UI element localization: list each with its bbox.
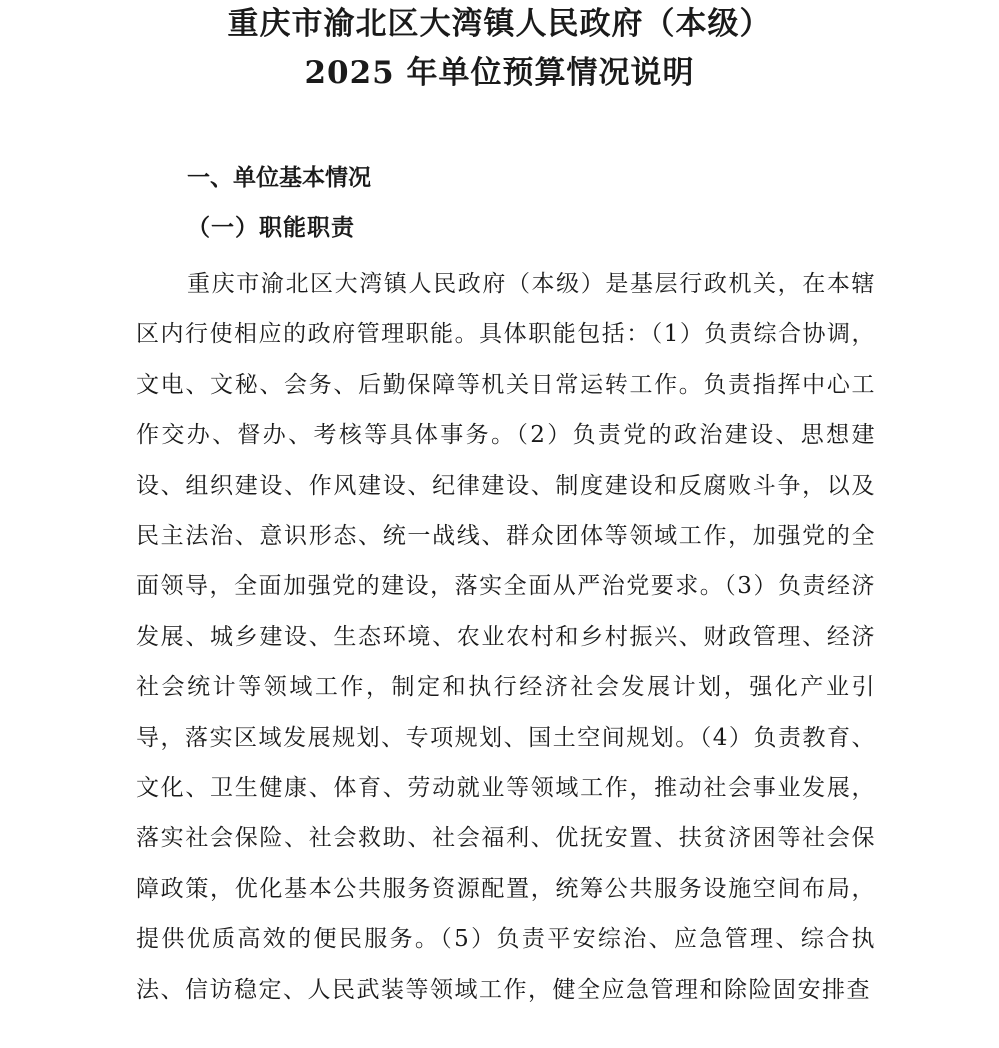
body-paragraph: 重庆市渝北区大湾镇人民政府（本级）是基层行政机关，在本辖区内行使相应的政府管理职能。具体职能包括：（1）负责综合协调，文电、文秘、会务、后勤保障等机关日常运转工作。负责指挥中心工作交办、督办、考核等具体事务。（2）负责党的政治建设、思想建设、组织建设、作风建设、纪律建设、制度建设和反腐败斗争，以及民主法治、意识形态、统一战线、群众团体等领域工作，加强党的全面领导，全面加强党的建设，落实全面从严治党要求。（3）负责经济发展、城乡建设、生态环境、农业农村和乡村振兴、财政管理、经济社会统计等领域工作，制定和执行经济社会发展计划，强化产业引导，落实区域发展规划、专项规划、国土空间规划。（4）负责教育、文化、卫生健康、体育、劳动就业等领域工作，推动社会事业发展，落实社会保险、社会救助、社会福利、优抚安置、扶贫济困等社会保障政策，优化基本公共服务资源配置，统筹公共服务设施空间布局，提供优质高效的便民服务。（5）负责平安综治、应急管理、综合执法、信访稳定、人民武装等领域工作，健全应急管理和除险固安排查 [136, 271, 876, 1003]
subsection-heading: （一）职能职责 [187, 214, 355, 241]
document-title-line-2: 2025 年单位预算情况说明 [304, 55, 695, 91]
section-heading: 一、单位基本情况 [187, 165, 371, 191]
document-title-line-1: 重庆市渝北区大湾镇人民政府（本级） [227, 6, 772, 42]
